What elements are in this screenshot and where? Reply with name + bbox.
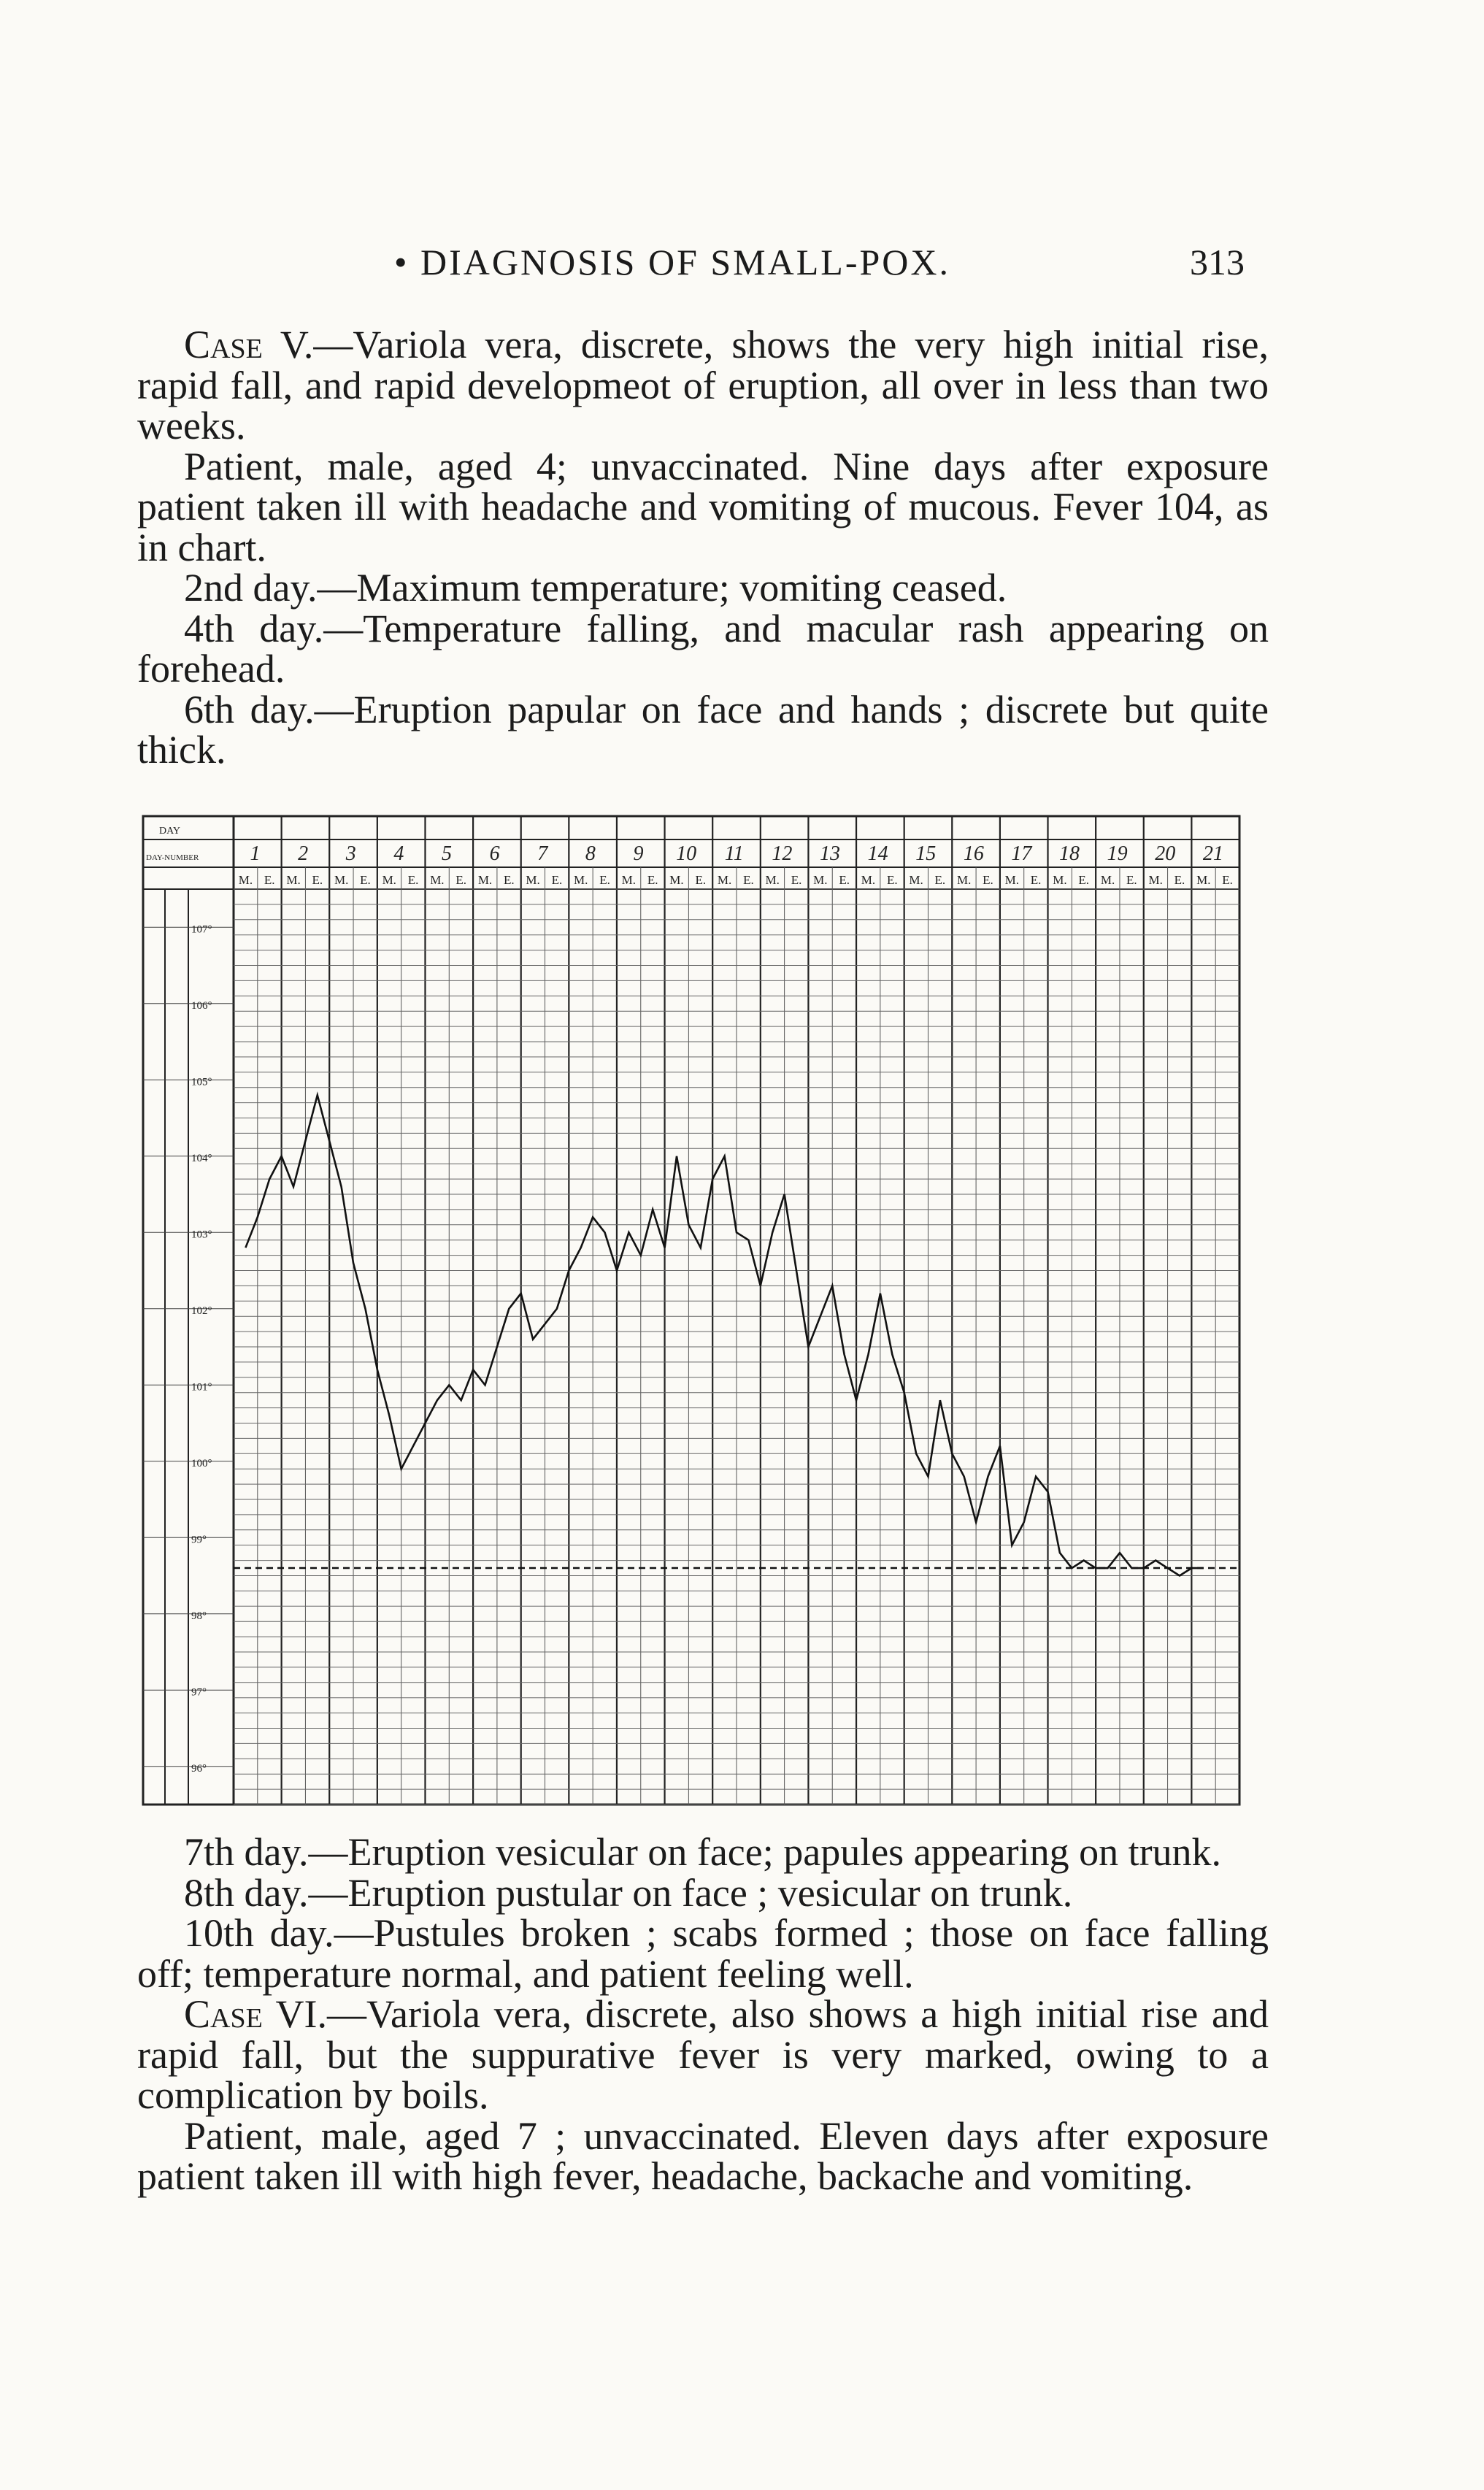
- temperature-label: 96°: [191, 1762, 207, 1775]
- evening-label: E.: [743, 873, 754, 887]
- case-vi-intro: Case VI.—Variola vera, discrete, also shows a high initial rise and rapid fall, but the suppurative fever is very marked, owing to a complication by boils.: [137, 1992, 1269, 2117]
- evening-label: E.: [407, 873, 419, 887]
- running-title: • DIAGNOSIS OF SMALL-POX.: [394, 242, 951, 283]
- day-number-label: 21: [1202, 842, 1223, 865]
- morning-label: M.: [813, 873, 828, 887]
- day-number-label: 4: [393, 842, 404, 865]
- case-v-patient: Patient, male, aged 4; unvaccinated. Nine days after exposure patient taken ill with headache and vomiting of mucous. Fever 104, as in chart.: [137, 444, 1269, 569]
- temperature-chart-svg: [137, 810, 1276, 1832]
- evening-label: E.: [791, 873, 802, 887]
- day-number-label: 18: [1059, 842, 1080, 865]
- day-number-label: 9: [633, 842, 644, 865]
- morning-label: M.: [909, 873, 923, 887]
- case-vi-patient: Patient, male, aged 7 ; unvaccinated. Eleven days after exposure patient taken ill with high fever, headache, backache and vomiting.: [137, 2113, 1269, 2198]
- temperature-label: 107°: [191, 923, 212, 936]
- evening-label: E.: [934, 873, 946, 887]
- page-header: [0, 241, 1484, 292]
- evening-label: E.: [503, 873, 515, 887]
- case-v-day8: 8th day.—Eruption pustular on face ; vesicular on trunk.: [184, 1870, 1073, 1915]
- case-v-day2: 2nd day.—Maximum temperature; vomiting ceased.: [184, 566, 1007, 610]
- case-v-day10: 10th day.—Pustules broken ; scabs formed ; those on face falling off; temperature normal, and patient feeling well.: [137, 1911, 1269, 1996]
- evening-label: E.: [647, 873, 658, 887]
- morning-label: M.: [477, 873, 493, 887]
- day-number-label: 13: [819, 842, 840, 865]
- temperature-chart: [137, 810, 1276, 1832]
- day-number-label: 19: [1107, 842, 1128, 865]
- row-label-day: DAY: [159, 826, 181, 837]
- day-number-label: 15: [915, 842, 937, 865]
- temperature-label: 100°: [191, 1457, 212, 1469]
- day-number-label: 6: [489, 842, 500, 865]
- day-number-label: 11: [724, 842, 744, 865]
- evening-label: E.: [1078, 873, 1090, 887]
- evening-label: E.: [264, 873, 275, 887]
- morning-label: M.: [1100, 873, 1115, 887]
- morning-label: M.: [238, 873, 253, 887]
- day-number-label: 14: [867, 842, 888, 865]
- temperature-label: 97°: [191, 1686, 207, 1699]
- morning-label: M.: [1053, 873, 1067, 887]
- day-number-label: 20: [1155, 842, 1176, 865]
- morning-label: M.: [1004, 873, 1019, 887]
- morning-label: M.: [334, 873, 349, 887]
- case-v-day7: 7th day.—Eruption vesicular on face; papules appearing on trunk.: [184, 1830, 1222, 1874]
- day-number-label: 1: [250, 842, 261, 865]
- morning-label: M.: [1148, 873, 1163, 887]
- temperature-curve: [245, 1095, 1203, 1575]
- morning-label: M.: [621, 873, 637, 887]
- page-number: 313: [1190, 242, 1245, 283]
- morning-label: M.: [1196, 873, 1211, 887]
- day-number-label: 8: [585, 842, 596, 865]
- evening-label: E.: [695, 873, 707, 887]
- evening-label: E.: [1126, 873, 1137, 887]
- evening-label: E.: [1174, 873, 1185, 887]
- day-number-label: 12: [772, 842, 793, 865]
- evening-label: E.: [886, 873, 898, 887]
- temperature-label: 98°: [191, 1610, 207, 1622]
- evening-label: E.: [599, 873, 610, 887]
- temperature-label: 102°: [191, 1304, 212, 1317]
- morning-label: M.: [957, 873, 972, 887]
- morning-label: M.: [861, 873, 876, 887]
- evening-label: E.: [455, 873, 467, 887]
- morning-label: M.: [382, 873, 396, 887]
- case-v-continued-text: [137, 1832, 1269, 2197]
- day-number-label: 3: [345, 842, 356, 865]
- day-number-label: 5: [442, 842, 453, 865]
- evening-label: E.: [551, 873, 563, 887]
- morning-label: M.: [717, 873, 732, 887]
- temperature-label: 105°: [191, 1076, 212, 1088]
- temperature-label: 106°: [191, 999, 212, 1012]
- row-label-day-number: DAY-NUMBER: [146, 853, 199, 862]
- morning-label: M.: [526, 873, 540, 887]
- day-number-label: 7: [537, 842, 548, 865]
- case-v-day6: 6th day.—Eruption papular on face and hands ; discrete but quite thick.: [137, 687, 1269, 772]
- evening-label: E.: [839, 873, 850, 887]
- morning-label: M.: [286, 873, 301, 887]
- evening-label: E.: [1222, 873, 1233, 887]
- temperature-label: 99°: [191, 1534, 207, 1546]
- temperature-label: 104°: [191, 1152, 212, 1164]
- day-number-label: 10: [676, 842, 697, 865]
- morning-label: M.: [430, 873, 445, 887]
- morning-label: M.: [574, 873, 588, 887]
- evening-label: E.: [983, 873, 993, 887]
- evening-label: E.: [360, 873, 371, 887]
- morning-label: M.: [765, 873, 780, 887]
- morning-label: M.: [669, 873, 684, 887]
- case-v-text: [137, 325, 1269, 771]
- case-v-intro: Case V.—Variola vera, discrete, shows the very high initial rise, rapid fall, and rapid developmeot of eruption, all over in less than two weeks.: [137, 323, 1269, 447]
- day-number-label: 2: [298, 842, 309, 865]
- temperature-label: 103°: [191, 1229, 212, 1241]
- chart-frame: [143, 816, 1239, 1805]
- evening-label: E.: [312, 873, 323, 887]
- case-v-label: Case V.: [184, 323, 314, 366]
- evening-label: E.: [1030, 873, 1042, 887]
- case-vi-label: Case VI.: [184, 1992, 328, 2036]
- day-number-label: 17: [1011, 842, 1032, 865]
- temperature-label: 101°: [191, 1381, 212, 1394]
- case-v-day4: 4th day.—Temperature falling, and macular rash appearing on forehead.: [137, 606, 1269, 691]
- day-number-label: 16: [963, 842, 984, 865]
